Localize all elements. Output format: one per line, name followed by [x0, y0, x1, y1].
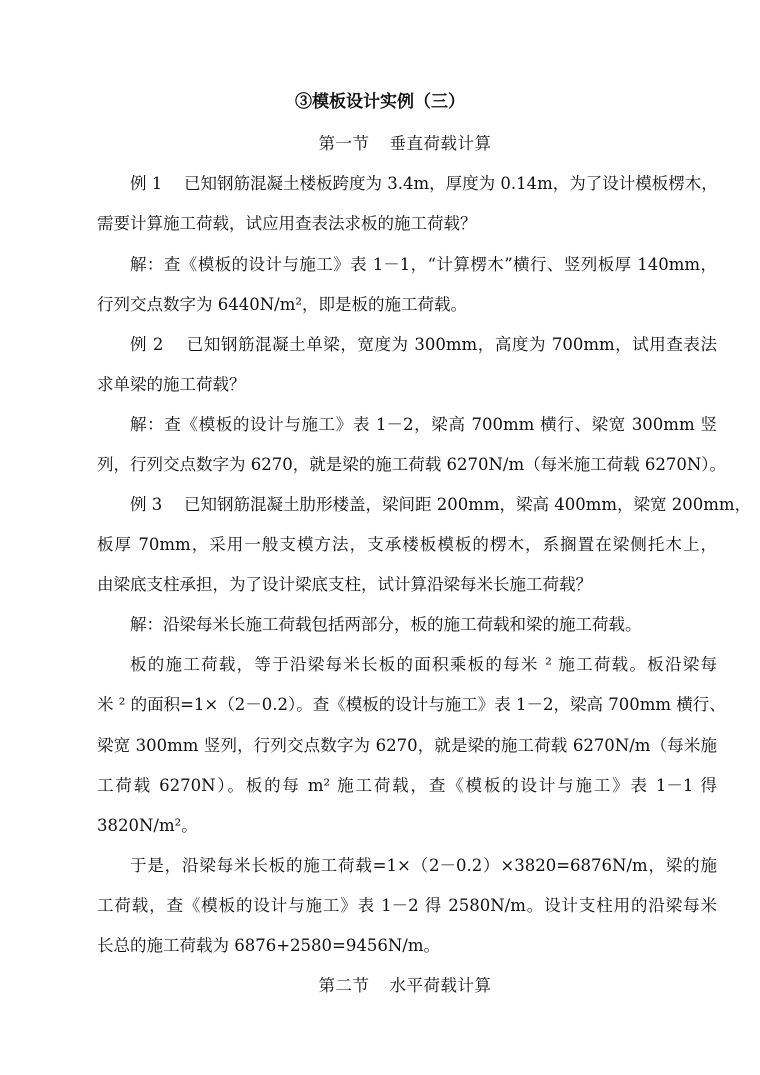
section-heading-2 [0, 973, 760, 999]
paragraph-line: 例 1 已知钢筋混凝土楼板跨度为 3.4m，厚度为 0.14m，为了设计模板楞木， [130, 174, 718, 193]
paragraph-line: 解：查《模板的设计与施工》表 1－2，梁高 700mm 横行、梁宽 300mm 竖 [130, 415, 717, 434]
document-title: ③模板设计实例（三） [295, 92, 465, 112]
paragraph-line: 3820N/m²。 [97, 816, 198, 835]
paragraph-line: 解：沿梁每米长施工荷载包括两部分，板的施工荷载和梁的施工荷载。 [130, 615, 642, 634]
paragraph-line: 求单梁的施工荷载？ [97, 375, 246, 394]
paragraph-line: 例 3 已知钢筋混凝土肋形楼盖，梁间距 200mm，梁高 400mm，梁宽 200mm， [130, 495, 752, 514]
paragraph-line: 例 2 已知钢筋混凝土单梁，宽度为 300mm，高度为 700mm，试用查表法 [130, 335, 717, 354]
section-1-label: 第一节 [318, 134, 370, 153]
paragraph-line: 由梁底支柱承担，为了设计梁底支柱，试计算沿梁每米长施工荷载？ [97, 575, 592, 594]
paragraph-line: 解：查《模板的设计与施工》表 1－1，“计算楞木”横行、竖列板厚 140mm， [130, 255, 717, 274]
paragraph-line: 需要计算施工荷载，试应用查表法求板的施工荷载？ [97, 214, 477, 233]
section-2-label: 第二节 [318, 976, 370, 995]
paragraph-line: 工荷载 6270N）。板的每 m² 施工荷载，查《模板的设计与施工》表 1－1 得 [97, 776, 717, 795]
paragraph-line: 行列交点数字为 6440N/m²，即是板的施工荷载。 [97, 295, 467, 314]
section-2-name: 水平荷载计算 [389, 976, 492, 995]
paragraph-line: 板厚 70mm，采用一般支模方法，支承楼板模板的楞木，系搁置在梁侧托木上， [97, 535, 717, 554]
paragraph-line: 工荷载，查《模板的设计与施工》表 1－2 得 2580N/m。设计支柱用的沿梁每米 [97, 896, 717, 915]
paragraph-line: 板的施工荷载，等于沿梁每米长板的面积乘板的每米 ² 施工荷载。板沿梁每 [130, 655, 717, 674]
section-heading-1 [0, 131, 760, 157]
paragraph-line: 梁宽 300mm 竖列，行列交点数字为 6270，就是梁的施工荷载 6270N/m（每米施 [97, 736, 717, 755]
paragraph-line: 长总的施工荷载为 6876+2580=9456N/m。 [97, 936, 441, 955]
section-1-name: 垂直荷载计算 [389, 134, 492, 153]
paragraph-line: 米 ² 的面积=1×（2－0.2）。查《模板的设计与施工》表 1－2，梁高 700mm 横行、 [97, 695, 726, 714]
paragraph-line: 于是，沿梁每米长板的施工荷载=1×（2－0.2）×3820=6876N/m，梁的施 [130, 856, 717, 875]
paragraph-line: 列，行列交点数字为 6270，就是梁的施工荷载 6270N/m（每米施工荷载 6270N）。 [97, 455, 727, 474]
